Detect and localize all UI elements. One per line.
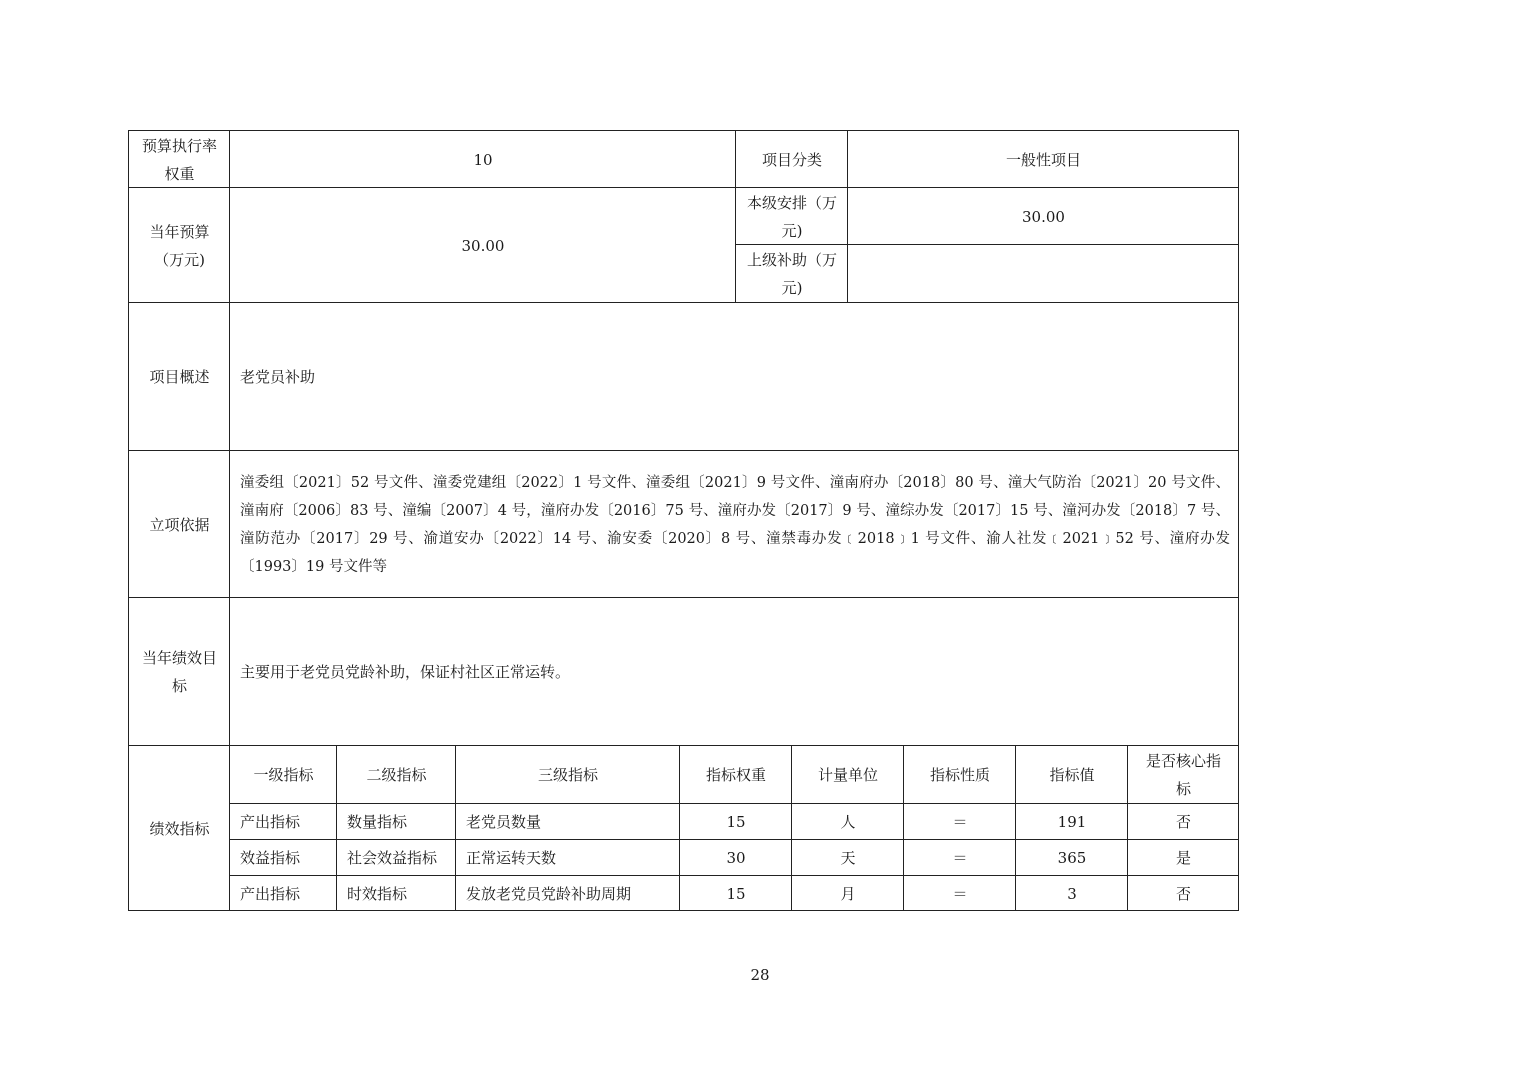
header-level1-text: 一级指标 bbox=[253, 766, 314, 784]
budget-total-cell bbox=[229, 187, 736, 303]
header-level1 bbox=[229, 745, 337, 804]
table-row-2-level3 bbox=[455, 839, 680, 876]
table-row-1-level2 bbox=[336, 803, 456, 840]
cell-text: 时效指标 bbox=[347, 884, 408, 903]
header-nature bbox=[903, 745, 1016, 804]
category-label: 项目分类 bbox=[761, 150, 822, 169]
cell-text: 否 bbox=[1175, 813, 1191, 831]
table-row-3-weight bbox=[679, 875, 792, 911]
header-level2 bbox=[336, 745, 456, 804]
local-value-cell bbox=[847, 187, 1239, 245]
basis-label-cell bbox=[128, 450, 230, 598]
indicators-label: 绩效指标 bbox=[149, 819, 210, 838]
cell-text: 是 bbox=[1175, 849, 1191, 867]
table-row-1-value bbox=[1015, 803, 1128, 840]
local-label-cell bbox=[735, 187, 848, 245]
table-row-2-weight bbox=[679, 839, 792, 876]
cell-text: 365 bbox=[1057, 849, 1087, 867]
weight-label: 预算执行率权重 bbox=[141, 136, 217, 183]
cell-text: 正常运转天数 bbox=[466, 849, 557, 867]
overview-label-cell bbox=[128, 302, 230, 451]
table-row-1-nature bbox=[903, 803, 1016, 840]
header-level3-text: 三级指标 bbox=[537, 766, 598, 784]
header-unit-text: 计量单位 bbox=[817, 766, 878, 784]
cell-text: 产出指标 bbox=[240, 813, 301, 831]
cell-text: 否 bbox=[1175, 884, 1191, 903]
table-border-right bbox=[1238, 130, 1239, 911]
table-row-1-core bbox=[1127, 803, 1239, 840]
category-value-cell bbox=[847, 130, 1239, 188]
cell-text: 数量指标 bbox=[347, 813, 408, 831]
table-row-1-level1 bbox=[229, 803, 337, 840]
budget-label: 当年预算（万元) bbox=[149, 222, 210, 269]
cell-text: 老党员数量 bbox=[466, 813, 542, 831]
table-row-3-level3 bbox=[455, 875, 680, 911]
header-level3 bbox=[455, 745, 680, 804]
header-unit bbox=[791, 745, 904, 804]
cell-text: 产出指标 bbox=[240, 884, 301, 903]
table-row-2-level2 bbox=[336, 839, 456, 876]
cell-text: 15 bbox=[726, 813, 746, 831]
category-value: 一般性项目 bbox=[1005, 150, 1081, 169]
table-row-2-core bbox=[1127, 839, 1239, 876]
table-row-3-core bbox=[1127, 875, 1239, 911]
table-row-2-value bbox=[1015, 839, 1128, 876]
header-core-text: 是否核心指标 bbox=[1145, 752, 1221, 798]
cell-text: 天 bbox=[840, 849, 856, 867]
table-row-3-unit bbox=[791, 875, 904, 911]
table-row-3-value bbox=[1015, 875, 1128, 911]
table-row-1-weight bbox=[679, 803, 792, 840]
overview-text: 老党员补助 bbox=[240, 368, 316, 386]
table-border-bottom bbox=[128, 910, 1239, 911]
budget-label-cell bbox=[128, 187, 230, 303]
goal-label: 当年绩效目标 bbox=[141, 649, 217, 695]
local-label: 本级安排（万元) bbox=[746, 193, 837, 240]
cell-text: 人 bbox=[840, 813, 856, 831]
table-row-1-level3 bbox=[455, 803, 680, 840]
cell-text: 15 bbox=[726, 884, 746, 903]
upper-label-cell bbox=[735, 244, 848, 303]
table-row-3-nature bbox=[903, 875, 1016, 911]
table-row-3-level2 bbox=[336, 875, 456, 911]
cell-text: 191 bbox=[1057, 813, 1087, 831]
weight-value-cell bbox=[229, 130, 736, 188]
upper-label: 上级补助（万元) bbox=[746, 251, 837, 297]
goal-text-cell bbox=[229, 597, 1239, 746]
cell-text: 30 bbox=[726, 849, 746, 867]
overview-label: 项目概述 bbox=[149, 368, 210, 386]
goal-label-cell bbox=[128, 597, 230, 746]
table-row-1-unit bbox=[791, 803, 904, 840]
cell-text: ＝ bbox=[952, 813, 968, 831]
cell-text: 发放老党员党龄补助周期 bbox=[466, 884, 632, 903]
cell-text: 效益指标 bbox=[240, 849, 301, 867]
header-nature-text: 指标性质 bbox=[929, 766, 990, 784]
local-value: 30.00 bbox=[1022, 207, 1065, 226]
table-row-3-level1 bbox=[229, 875, 337, 911]
page-number: 28 bbox=[750, 966, 770, 984]
cell-text: 社会效益指标 bbox=[347, 849, 438, 867]
header-weight bbox=[679, 745, 792, 804]
header-value-text: 指标值 bbox=[1049, 766, 1095, 784]
cell-text: 3 bbox=[1067, 884, 1077, 903]
header-weight-text: 指标权重 bbox=[705, 766, 766, 784]
table-row-2-level1 bbox=[229, 839, 337, 876]
table-row-2-unit bbox=[791, 839, 904, 876]
indicators-label-cell bbox=[128, 745, 230, 911]
cell-text: ＝ bbox=[952, 849, 968, 867]
basis-text-cell bbox=[229, 450, 1239, 598]
category-label-cell bbox=[735, 130, 848, 188]
header-value bbox=[1015, 745, 1128, 804]
header-core bbox=[1127, 745, 1239, 804]
upper-value-cell bbox=[847, 244, 1239, 303]
header-level2-text: 二级指标 bbox=[366, 766, 427, 784]
budget-total: 30.00 bbox=[461, 236, 505, 255]
table-row-2-nature bbox=[903, 839, 1016, 876]
basis-label: 立项依据 bbox=[149, 515, 210, 534]
overview-text-cell bbox=[229, 302, 1239, 451]
basis-text: 潼委组〔2021〕52 号文件、潼委党建组〔2022〕1 号文件、潼委组〔2021〕9 号文件、潼南府办〔2018〕80 号、潼大气防治〔2021〕20 号文件、潼南府〔2006〕83 号、潼编〔2007〕4 号，潼府办发〔2016〕75 号、潼府办发〔2017〕9 号、潼综办发〔2017〕15 号、潼河办发〔2018〕7 号、潼防范办〔2017〕29 号、渝道安办〔2022〕14 号、渝安委〔2020〕8 号、潼禁毒办发﹝2018﹞1 号文件、渝人社发﹝2021﹞52 号、潼府办发〔1993〕19 号文件等 bbox=[240, 474, 1230, 575]
goal-text: 主要用于老党员党龄补助，保证村社区正常运转。 bbox=[240, 663, 571, 681]
cell-text: ＝ bbox=[952, 884, 968, 903]
cell-text: 月 bbox=[840, 884, 856, 903]
weight-value: 10 bbox=[473, 150, 493, 169]
weight-label-cell bbox=[128, 130, 230, 188]
